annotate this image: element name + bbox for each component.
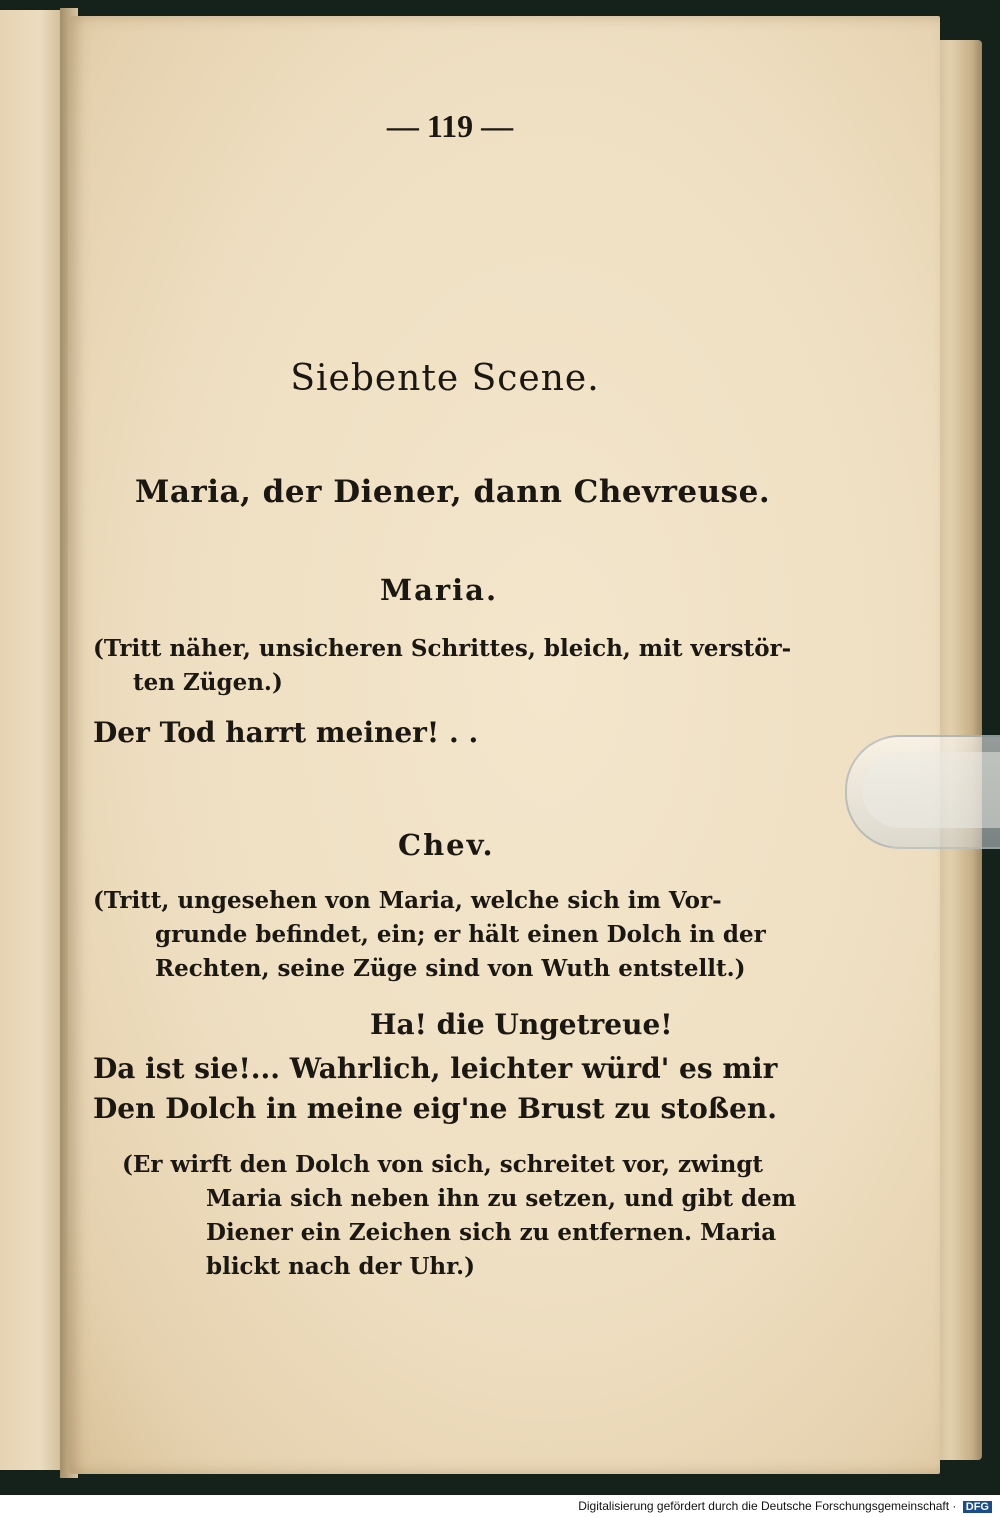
scene-title: Siebente Scene. bbox=[290, 358, 600, 399]
page-clip-highlight bbox=[862, 752, 1000, 828]
speaker-chev: Chev. bbox=[398, 828, 495, 862]
stage-direction-line: blickt nach der Uhr.) bbox=[206, 1253, 476, 1280]
stage-direction-line: Rechten, seine Züge sind von Wuth entstellt.) bbox=[155, 955, 746, 982]
page-number: — 119 — bbox=[386, 108, 514, 144]
footer-credit bbox=[578, 1499, 992, 1513]
stage-direction-2 bbox=[93, 884, 798, 986]
cast-list: Maria, der Diener, dann Chevreuse. bbox=[135, 474, 771, 510]
dfg-logo: DFG bbox=[963, 1501, 992, 1513]
dialogue-line: Ha! die Ungetreue! bbox=[370, 1008, 673, 1041]
stage-direction-line: Diener ein Zeichen sich zu entfernen. Maria bbox=[206, 1219, 777, 1246]
stage-direction-3 bbox=[122, 1148, 798, 1284]
stage-direction-line: (Er wirft den Dolch von sich, schreitet vor, zwingt bbox=[122, 1151, 764, 1178]
stage-direction-line: (Tritt, ungesehen von Maria, welche sich im Vor- bbox=[93, 887, 722, 914]
stage-direction-1 bbox=[93, 632, 798, 700]
stage-direction-line: (Tritt näher, unsicheren Schrittes, bleich, mit verstör- bbox=[93, 635, 792, 662]
dialogue-line: Da ist sie!... Wahrlich, leichter würd' es mir bbox=[93, 1052, 778, 1085]
stage-direction-line: Maria sich neben ihn zu setzen, und gibt dem bbox=[206, 1185, 797, 1212]
speaker-maria: Maria. bbox=[380, 573, 499, 607]
dialogue-line: Den Dolch in meine eig'ne Brust zu stoßen. bbox=[93, 1092, 778, 1125]
footer-credit-text: Digitalisierung gefördert durch die Deutsche Forschungsgemeinschaft · bbox=[578, 1499, 957, 1513]
left-page-edge bbox=[0, 10, 66, 1470]
dialogue-line: Der Tod harrt meiner! . . bbox=[93, 716, 479, 749]
stage-direction-line: ten Zügen.) bbox=[133, 669, 283, 696]
stage-direction-line: grunde befindet, ein; er hält einen Dolch in der bbox=[155, 921, 766, 948]
